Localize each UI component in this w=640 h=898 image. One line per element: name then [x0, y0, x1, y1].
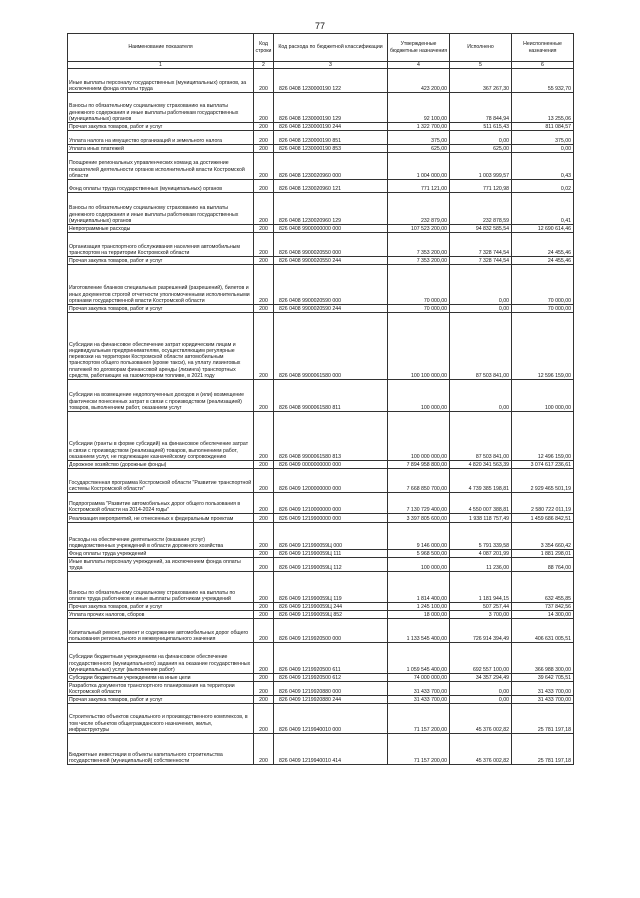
approved-amount: 5 968 500,00	[388, 550, 450, 558]
indicator-name: Субсидии (гранты в форме субсидий) на финансовое обеспечение затрат в связи с производством (реализацией) товаров, выполнением работ, оказанием услуг, не подлежащие казначейскому сопровождению	[68, 412, 254, 461]
header-indicator-name: Наименование показателя	[68, 34, 254, 62]
budget-code: 826 0408 9900020550 244	[274, 257, 388, 265]
budget-code: 826 0408 9900061580 000	[274, 313, 388, 380]
unexecuted-amount: 31 433 700,00	[512, 696, 574, 704]
budget-code: 826 0408 1230000190 853	[274, 145, 388, 153]
budget-code: 826 0408 1230000190 122	[274, 69, 388, 93]
executed-amount: 34 357 294,49	[450, 674, 512, 682]
budget-code: 826 0408 1230020960 129	[274, 193, 388, 225]
budget-code: 826 0409 121990059Ц 119	[274, 572, 388, 603]
table-row	[68, 313, 574, 380]
budget-code: 826 0409 1200000000 000	[274, 469, 388, 493]
indicator-name: Субсидии бюджетным учреждениям на финансовое обеспечение государственного (муниципального) задания на оказание государственных (муниципальных) услуг (выполнение работ)	[68, 643, 254, 674]
line-code: 200	[254, 674, 274, 682]
line-code: 200	[254, 69, 274, 93]
unexecuted-amount: 31 433 700,00	[512, 682, 574, 696]
indicator-name: Непрограммные расходы	[68, 225, 254, 233]
line-code: 200	[254, 380, 274, 412]
approved-amount: 71 157 200,00	[388, 734, 450, 765]
header-unexecuted: Неисполненные назначения	[512, 34, 574, 62]
executed-amount: 4 087 201,99	[450, 550, 512, 558]
unexecuted-amount: 100 000,00	[512, 380, 574, 412]
indicator-name: Иные выплаты персоналу учреждений, за исключением фонда оплаты труда	[68, 558, 254, 572]
executed-amount: 87 503 841,00	[450, 313, 512, 380]
approved-amount: 7 894 958 800,00	[388, 461, 450, 469]
line-code: 200	[254, 265, 274, 305]
executed-amount: 232 878,59	[450, 193, 512, 225]
unexecuted-amount: 25 781 197,18	[512, 734, 574, 765]
approved-amount: 1 245 100,00	[388, 603, 450, 611]
budget-code: 826 0408 9900020590 000	[274, 265, 388, 305]
line-code: 200	[254, 643, 274, 674]
line-code: 200	[254, 572, 274, 603]
table-row	[68, 180, 574, 193]
indicator-name: Прочая закупка товаров, работ и услуг	[68, 696, 254, 704]
approved-amount: 70 000,00	[388, 305, 450, 313]
table-header-row	[68, 34, 574, 62]
table-row	[68, 193, 574, 225]
unexecuted-amount: 2 929 465 501,19	[512, 469, 574, 493]
executed-amount: 511 615,43	[450, 123, 512, 131]
approved-amount: 7 668 850 700,00	[388, 469, 450, 493]
line-code: 200	[254, 412, 274, 461]
table-row	[68, 674, 574, 682]
line-code: 200	[254, 558, 274, 572]
table-row	[68, 257, 574, 265]
executed-amount: 1 181 944,15	[450, 572, 512, 603]
column-number: 1	[68, 62, 254, 69]
line-code: 200	[254, 461, 274, 469]
unexecuted-amount: 70 000,00	[512, 305, 574, 313]
approved-amount: 423 200,00	[388, 69, 450, 93]
executed-amount: 0,00	[450, 131, 512, 145]
indicator-name: Взносы по обязательному социальному страхованию на выплаты по оплате труда работников и иные выплаты работникам учреждений	[68, 572, 254, 603]
approved-amount: 7 353 200,00	[388, 233, 450, 257]
approved-amount: 107 523 200,00	[388, 225, 450, 233]
indicator-name: Бюджетные инвестиции в объекты капитального строительства государственной (муниципальной) собственности	[68, 734, 254, 765]
indicator-name: Расходы на обеспечение деятельности (оказание услуг) подведомственных учреждений в области дорожного хозяйства	[68, 523, 254, 550]
indicator-name: Прочая закупка товаров, работ и услуг	[68, 257, 254, 265]
table-row	[68, 265, 574, 305]
executed-amount: 45 376 002,82	[450, 734, 512, 765]
executed-amount: 5 791 339,58	[450, 523, 512, 550]
executed-amount: 7 328 744,54	[450, 257, 512, 265]
unexecuted-amount: 55 932,70	[512, 69, 574, 93]
unexecuted-amount: 3 074 617 236,61	[512, 461, 574, 469]
budget-code: 826 0408 9900061580 811	[274, 380, 388, 412]
approved-amount: 18 000,00	[388, 611, 450, 619]
executed-amount: 0,00	[450, 265, 512, 305]
unexecuted-amount: 366 988 300,00	[512, 643, 574, 674]
line-code: 200	[254, 734, 274, 765]
indicator-name: Капитальный ремонт, ремонт и содержание автомобильных дорог общего пользования регионального и межмуниципального значения	[68, 619, 254, 643]
line-code: 200	[254, 193, 274, 225]
unexecuted-amount: 25 781 197,18	[512, 704, 574, 734]
approved-amount: 1 059 545 400,00	[388, 643, 450, 674]
line-code: 200	[254, 131, 274, 145]
budget-code: 826 0409 121990059Ц 000	[274, 523, 388, 550]
unexecuted-amount: 24 455,46	[512, 233, 574, 257]
executed-amount: 367 267,30	[450, 69, 512, 93]
indicator-name: Субсидии бюджетным учреждениям на иные цели	[68, 674, 254, 682]
approved-amount: 771 121,00	[388, 180, 450, 193]
indicator-name: Поощрение региональных управленческих команд за достижение показателей деятельности органов исполнительной власти Костромской области	[68, 153, 254, 180]
table-row	[68, 682, 574, 696]
indicator-name: Взносы по обязательному социальному страхованию на выплаты денежного содержания и иные выплаты работникам государственных (муниципальных) органов	[68, 193, 254, 225]
indicator-name: Строительство объектов социального и производственного комплексов, в том числе объектов общегражданского назначения, жилья, инфраструктуры	[68, 704, 254, 734]
budget-code: 826 0409 0000000000 000	[274, 461, 388, 469]
line-code: 200	[254, 493, 274, 514]
line-code: 200	[254, 696, 274, 704]
column-number: 2	[254, 62, 274, 69]
executed-amount: 771 120,98	[450, 180, 512, 193]
table-row	[68, 550, 574, 558]
header-executed: Исполнено	[450, 34, 512, 62]
table-row	[68, 69, 574, 93]
budget-code: 826 0408 1230020960 000	[274, 153, 388, 180]
table-row	[68, 603, 574, 611]
approved-amount: 7 353 200,00	[388, 257, 450, 265]
unexecuted-amount: 1 459 686 842,51	[512, 514, 574, 523]
line-code: 200	[254, 313, 274, 380]
unexecuted-amount: 375,00	[512, 131, 574, 145]
table-row	[68, 734, 574, 765]
line-code: 200	[254, 550, 274, 558]
indicator-name: Субсидии на возмещение недополученных доходов и (или) возмещение фактически понесенных затрат в связи с производством (реализацией) товаров, выполнением работ, оказанием услуг	[68, 380, 254, 412]
budget-code: 826 0408 9900061580 813	[274, 412, 388, 461]
approved-amount: 1 322 700,00	[388, 123, 450, 131]
budget-code: 826 0408 9900000000 000	[274, 225, 388, 233]
indicator-name: Уплата иных платежей	[68, 145, 254, 153]
executed-amount: 1 938 118 757,49	[450, 514, 512, 523]
indicator-name: Изготовление бланков специальных разрешений (разрешений), билетов и иных документов строгой отчетности уполномоченными исполнительными органами государственной власти Костромской области	[68, 265, 254, 305]
approved-amount: 1 814 400,00	[388, 572, 450, 603]
indicator-name: Уплата прочих налогов, сборов	[68, 611, 254, 619]
approved-amount: 9 146 000,00	[388, 523, 450, 550]
indicator-name: Разработка документов транспортного планирования на территории Костромской области	[68, 682, 254, 696]
executed-amount: 0,00	[450, 696, 512, 704]
line-code: 200	[254, 225, 274, 233]
indicator-name: Государственная программа Костромской области "Развитие транспортной системы Костромской области"	[68, 469, 254, 493]
approved-amount: 74 000 000,00	[388, 674, 450, 682]
line-code: 200	[254, 514, 274, 523]
approved-amount: 232 879,00	[388, 193, 450, 225]
budget-code: 826 0409 1219920880 000	[274, 682, 388, 696]
budget-code: 826 0408 9900020550 000	[274, 233, 388, 257]
budget-code: 826 0408 9900020590 244	[274, 305, 388, 313]
budget-code: 826 0409 1210000000 000	[274, 493, 388, 514]
budget-code: 826 0409 1219920500 611	[274, 643, 388, 674]
column-number: 4	[388, 62, 450, 69]
line-code: 200	[254, 469, 274, 493]
budget-code: 826 0409 121990059Ц 111	[274, 550, 388, 558]
executed-amount: 7 328 744,54	[450, 233, 512, 257]
table-row	[68, 461, 574, 469]
unexecuted-amount: 632 455,85	[512, 572, 574, 603]
table-row	[68, 469, 574, 493]
unexecuted-amount: 811 084,57	[512, 123, 574, 131]
budget-code: 826 0409 121990059Ц 112	[274, 558, 388, 572]
line-code: 200	[254, 180, 274, 193]
line-code: 200	[254, 153, 274, 180]
table-row	[68, 131, 574, 145]
executed-amount: 1 003 999,57	[450, 153, 512, 180]
table-row	[68, 153, 574, 180]
unexecuted-amount: 88 764,00	[512, 558, 574, 572]
executed-amount: 0,00	[450, 380, 512, 412]
indicator-name: Прочая закупка товаров, работ и услуг	[68, 603, 254, 611]
budget-code: 826 0408 1230000190 129	[274, 93, 388, 123]
page-number: 77	[314, 21, 325, 31]
table-row	[68, 558, 574, 572]
approved-amount: 100 000 000,00	[388, 412, 450, 461]
indicator-name: Дорожное хозяйство (дорожные фонды)	[68, 461, 254, 469]
unexecuted-amount: 24 455,46	[512, 257, 574, 265]
table-row	[68, 412, 574, 461]
unexecuted-amount: 2 580 722 011,19	[512, 493, 574, 514]
line-code: 200	[254, 123, 274, 131]
unexecuted-amount: 70 000,00	[512, 265, 574, 305]
unexecuted-amount: 406 631 005,51	[512, 619, 574, 643]
approved-amount: 1 133 545 400,00	[388, 619, 450, 643]
unexecuted-amount: 0,41	[512, 193, 574, 225]
column-number: 6	[512, 62, 574, 69]
approved-amount: 100 100 000,00	[388, 313, 450, 380]
executed-amount: 45 376 002,82	[450, 704, 512, 734]
unexecuted-amount: 1 881 298,01	[512, 550, 574, 558]
table-row	[68, 493, 574, 514]
budget-code: 826 0409 1219940010 414	[274, 734, 388, 765]
table-row	[68, 225, 574, 233]
unexecuted-amount: 12 690 614,46	[512, 225, 574, 233]
table-row	[68, 233, 574, 257]
unexecuted-amount: 3 354 660,42	[512, 523, 574, 550]
table-row	[68, 696, 574, 704]
unexecuted-amount: 737 842,56	[512, 603, 574, 611]
table-row	[68, 145, 574, 153]
table-row	[68, 123, 574, 131]
unexecuted-amount: 14 300,00	[512, 611, 574, 619]
budget-code: 826 0408 1230020960 121	[274, 180, 388, 193]
budget-code: 826 0408 1230000190 851	[274, 131, 388, 145]
executed-amount: 4 820 341 563,39	[450, 461, 512, 469]
budget-code: 826 0409 121990059Ц 244	[274, 603, 388, 611]
unexecuted-amount: 39 642 705,51	[512, 674, 574, 682]
line-code: 200	[254, 611, 274, 619]
header-approved: Утвержденные бюджетные назначения	[388, 34, 450, 62]
approved-amount: 100 000,00	[388, 380, 450, 412]
indicator-name: Уплата налога на имущество организаций и земельного налога	[68, 131, 254, 145]
line-code: 200	[254, 305, 274, 313]
line-code: 200	[254, 603, 274, 611]
table-row	[68, 619, 574, 643]
header-budget-code: Код расхода по бюджетной классификации	[274, 34, 388, 62]
table-row	[68, 643, 574, 674]
unexecuted-amount: 0,43	[512, 153, 574, 180]
indicator-name: Прочая закупка товаров, работ и услуг	[68, 123, 254, 131]
budget-code: 826 0409 1219920500 000	[274, 619, 388, 643]
approved-amount: 92 100,00	[388, 93, 450, 123]
approved-amount: 70 000,00	[388, 265, 450, 305]
executed-amount: 625,00	[450, 145, 512, 153]
line-code: 200	[254, 682, 274, 696]
approved-amount: 7 130 729 400,00	[388, 493, 450, 514]
executed-amount: 4 739 385 198,81	[450, 469, 512, 493]
approved-amount: 375,00	[388, 131, 450, 145]
indicator-name: Прочая закупка товаров, работ и услуг	[68, 305, 254, 313]
executed-amount: 726 914 394,49	[450, 619, 512, 643]
executed-amount: 0,00	[450, 682, 512, 696]
table-row	[68, 704, 574, 734]
indicator-name: Субсидии на финансовое обеспечение затрат юридическим лицам и индивидуальным предпринимателям, осуществляющим регулярные перевозки на территории Костромской области автомобильным транспортом общего пользования (кроме такси), на уплату лизинговых платежей по договорам финансовой аренды (лизинга) транспортных средств, работающих на газомоторном топливе, в 2021 году	[68, 313, 254, 380]
approved-amount: 625,00	[388, 145, 450, 153]
column-number: 3	[274, 62, 388, 69]
indicator-name: Организация транспортного обслуживания населения автомобильным транспортом на территории Костромской области	[68, 233, 254, 257]
table-row	[68, 305, 574, 313]
executed-amount: 11 236,00	[450, 558, 512, 572]
unexecuted-amount: 0,02	[512, 180, 574, 193]
executed-amount: 3 700,00	[450, 611, 512, 619]
approved-amount: 3 397 805 600,00	[388, 514, 450, 523]
line-code: 200	[254, 523, 274, 550]
budget-code: 826 0409 121990059Ц 852	[274, 611, 388, 619]
table-row	[68, 611, 574, 619]
approved-amount: 71 157 200,00	[388, 704, 450, 734]
indicator-name: Иные выплаты персоналу государственных (муниципальных) органов, за исключением фонда оплаты труда	[68, 69, 254, 93]
table-row	[68, 380, 574, 412]
executed-amount: 692 557 100,00	[450, 643, 512, 674]
line-code: 200	[254, 619, 274, 643]
unexecuted-amount: 12 496 159,00	[512, 412, 574, 461]
unexecuted-amount: 13 255,06	[512, 93, 574, 123]
executed-amount: 94 832 585,54	[450, 225, 512, 233]
executed-amount: 87 503 841,00	[450, 412, 512, 461]
executed-amount: 0,00	[450, 305, 512, 313]
unexecuted-amount: 12 596 159,00	[512, 313, 574, 380]
indicator-name: Фонд оплаты труда государственных (муниципальных) органов	[68, 180, 254, 193]
column-number-row	[68, 62, 574, 69]
table-row	[68, 93, 574, 123]
indicator-name: Подпрограмма "Развитие автомобильных дорог общего пользования в Костромской области на 2014-2024 годы"	[68, 493, 254, 514]
table-row	[68, 523, 574, 550]
budget-code: 826 0409 1219920880 244	[274, 696, 388, 704]
column-number: 5	[450, 62, 512, 69]
approved-amount: 31 433 700,00	[388, 682, 450, 696]
budget-code: 826 0408 1230000190 244	[274, 123, 388, 131]
executed-amount: 78 844,94	[450, 93, 512, 123]
approved-amount: 1 004 000,00	[388, 153, 450, 180]
table-row	[68, 514, 574, 523]
executed-amount: 507 257,44	[450, 603, 512, 611]
indicator-name: Взносы по обязательному социальному страхованию на выплаты денежного содержания и иные выплаты работникам государственных (муниципальных) органов	[68, 93, 254, 123]
budget-code: 826 0409 1219900000 000	[274, 514, 388, 523]
indicator-name: Реализация мероприятий, не отнесенных к федеральным проектам	[68, 514, 254, 523]
line-code: 200	[254, 145, 274, 153]
budget-execution-table	[67, 33, 574, 765]
line-code: 200	[254, 257, 274, 265]
indicator-name: Фонд оплаты труда учреждений	[68, 550, 254, 558]
budget-code: 826 0409 1219940010 000	[274, 704, 388, 734]
approved-amount: 100 000,00	[388, 558, 450, 572]
approved-amount: 31 433 700,00	[388, 696, 450, 704]
line-code: 200	[254, 704, 274, 734]
budget-code: 826 0409 1219920500 612	[274, 674, 388, 682]
line-code: 200	[254, 233, 274, 257]
table-row	[68, 572, 574, 603]
executed-amount: 4 550 007 388,81	[450, 493, 512, 514]
line-code: 200	[254, 93, 274, 123]
header-line-code: Код строки	[254, 34, 274, 62]
unexecuted-amount: 0,00	[512, 145, 574, 153]
